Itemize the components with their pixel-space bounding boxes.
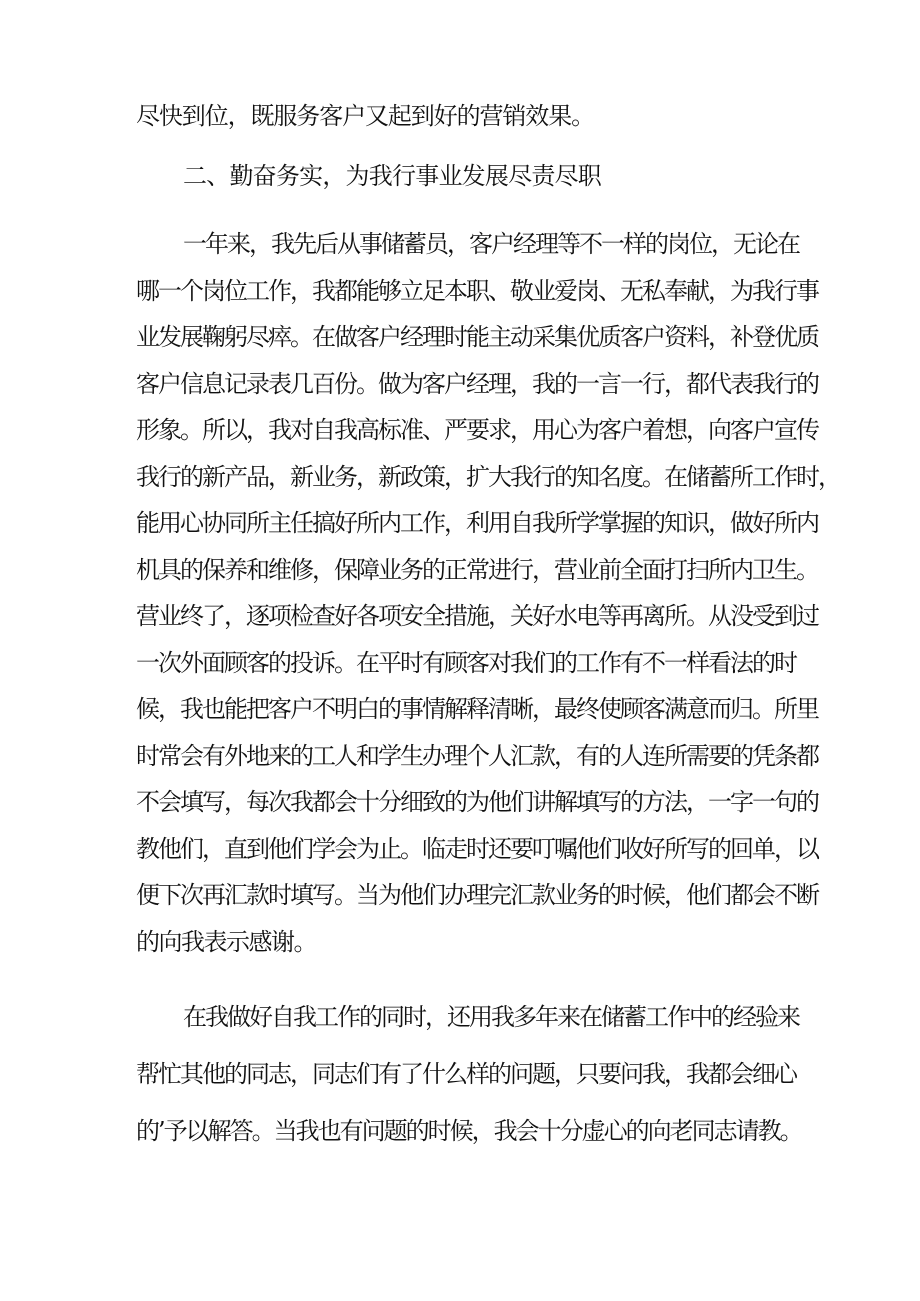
text-line: 教他们，直到他们学会为止。临走时还要叮嘱他们收好所写的回单，以	[136, 835, 818, 863]
text-line: 的向我表示感谢。	[136, 928, 316, 956]
text-line: 形象。所以，我对自我高标准、严要求，用心为客户着想，向客户宣传	[136, 416, 818, 444]
text-line: 在我做好自我工作的同时，还用我多年来在储蓄工作中的经验来	[183, 1003, 799, 1031]
text-line: 营业终了，逐项检查好各项安全措施，关好水电等再离所。从没受到过	[136, 602, 818, 630]
text-line: 业发展鞠躬尽瘁。在做客户经理时能主动采集优质客户资料，补登优质	[136, 323, 818, 351]
text-line: 的’予以解答。当我也有问题的时候，我会十分虚心的向老同志请教。	[136, 1117, 802, 1145]
text-line: 哪一个岗位工作，我都能够立足本职、敬业爱岗、无私奉献，为我行事	[136, 277, 818, 305]
text-line: 便下次再汇款时填写。当为他们办理完汇款业务的时候，他们都会不断	[136, 881, 818, 909]
text-line: 帮忙其他的同志，同志们有了什么样的问题，只要问我，我都会细心	[136, 1060, 796, 1088]
text-line: 时常会有外地来的工人和学生办理个人汇款，有的人连所需要的凭条都	[136, 742, 818, 770]
text-line: 能用心协同所主任搞好所内工作，利用自我所学掌握的知识，做好所内	[136, 509, 818, 537]
text-line: 机具的保养和维修，保障业务的正常进行，营业前全面打扫所内卫生。	[136, 556, 818, 584]
text-line: 客户信息记录表几百份。做为客户经理，我的一言一行，都代表我行的	[136, 370, 818, 398]
text-line: 一年来，我先后从事储蓄员，客户经理等不一样的岗位，无论在	[183, 230, 799, 258]
text-line: 候，我也能把客户不明白的事情解释清晰，最终使顾客满意而归。所里	[136, 695, 818, 723]
section-heading: 二、勤奋务实，为我行事业发展尽责尽职	[183, 162, 601, 190]
text-line: 一次外面顾客的投诉。在平时有顾客对我们的工作有不一样看法的时	[136, 649, 796, 677]
text-line: 不会填写，每次我都会十分细致的为他们讲解填写的方法，一字一句的	[136, 788, 818, 816]
text-line: 尽快到位，既服务客户又起到好的营销效果。	[136, 102, 594, 130]
text-line: 我行的新产品，新业务，新政策，扩大我行的知名度。在储蓄所工作时，	[136, 463, 840, 491]
